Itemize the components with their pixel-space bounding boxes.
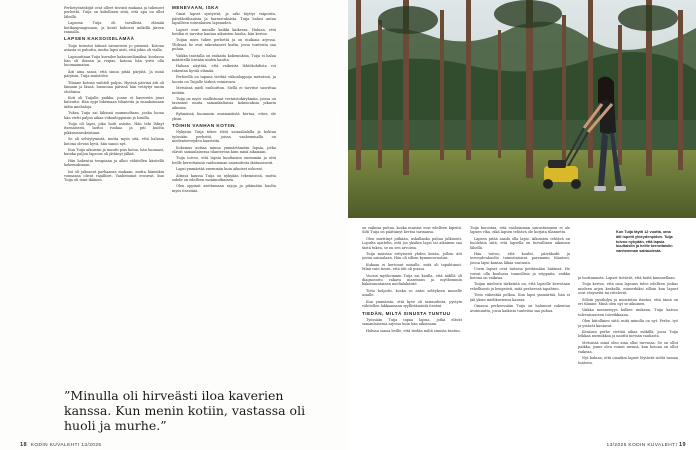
article-column-3 [362, 226, 462, 438]
pull-quote: ”Minulla oli hirveästi iloa kaverien kanssa. Kun menin kotiin, vastassa oli huoli ja murhe.” [64, 388, 306, 433]
paragraph: Haluan sanoa heille, että tiedän miltä sinusta tuntuu. [366, 328, 461, 333]
paragraph: Lapset ovat minulle kaikki kaikessa. Haluan, että heidän ei tarvitse kantaa aikuisten huolia, hän kertoo. [172, 27, 276, 37]
paragraph: Vuosia myöhemmin Tuija sai kuulla, että äidillä oli diagnosoitu vakava masennus ja myöhemmin kaksisuuntainen mielialahäiriö. [362, 273, 462, 287]
page-number: 18 [20, 442, 28, 448]
paragraph: Tuija muistaa erityisesti yhden kesän, jolloin äiti joutui sairaalaan. Hän oli silloin kymmenvuotias. [362, 252, 462, 261]
paragraph: Kukaan ei kertonut minulle, mitä oli tapahtunut. Minä vain tiesin, että äiti oli poissa. [362, 262, 462, 272]
photo-caption: Kun Tuija täytti 12 vuotta, oma äiti lopetti yhteydenpidon. Tuija toivoo nykyään, että lapsia kuultaisiin ja heille kerrottaisiin vanhemman sairaudesta. [616, 230, 673, 254]
paragraph: Olen kiitollinen siitä, mitä minulla on nyt. Perhe, työ ja ystävät kantavat. [578, 319, 678, 328]
paragraph: Omassa perheessään Tuija on halunnut rakentaa avoimuutta, jossa kaikista tunteista saa puhua. [470, 304, 570, 313]
paragraph: Tieto helpotti, koska se antoi selityksen monelle asialle. [362, 288, 462, 298]
publication-name: KODIN KUVALEHTI [628, 443, 678, 448]
paragraph: Tieto vähentää pelkoa. Kun lapsi ymmärtää, hän ei jää yksin mielikuviensa kanssa. [470, 293, 570, 302]
issue-number: 13/2025 [606, 443, 627, 448]
paragraph: Olen miettinyt pitkään, uskallanko puhua julkisesti. Lopulta ajattelin, että jos yksikin lapsi tai aikuinen saa tästä tukea, se on sen arvoista. [362, 236, 462, 250]
paragraph: Vaikka taustalla on raskaita kokemuksia, Tuija ei halua määritellä itseään niiden kautta. [172, 53, 276, 63]
paragraph: Lapsen pitää saada olla lapsi. Aikuisten tehtävä on huolehtia siitä, että lapsella on turvallinen aikuinen lähellä. [470, 236, 570, 250]
paragraph: Nykyisin Tuija tekee töitä sosiaalialalla ja kohtaa työssään perheitä, joissa vanhemmalla on mielenterveyden haasteita. [172, 130, 276, 144]
paragraph: Tilanne kotona vaihteli paljon. Hyvinä päivinä äiti oli lämmin ja läsnä, huonoina päivinä hän vetäytyi omiin oloihinsa. [64, 80, 164, 94]
paragraph: Haluan näyttää, että vaikeista lähtökohdista voi rakentaa hyvää elämää. [172, 64, 276, 73]
paragraph: Hän hakeutui terapiaan ja alkoi vähitellen käsitellä kokemuksiaan. [64, 158, 164, 168]
paragraph: Lapsuuttaan Tuija kuvailee kaksoiselämäksi: koulussa hän oli iloinen ja reipas, kotona hän yritti olla huomaamaton. [64, 54, 164, 68]
paragraph: Usein lapset ovat taitavia peittämään hätänsä. He voivat olla koulussa tunnollisia ja reippaita, vaikka kotona on vaikeaa. [470, 267, 570, 281]
section-heading: MENEVÄAN, ISKÄ [172, 6, 219, 10]
paragraph: Silloin pysähdyn ja muistutan itseäni, että tämä on eri tilanne. Minä olen nyt se aikuinen. [578, 297, 678, 307]
paragraph: Kun ymmärsin, että kyse oli sairaudesta, pystyin vähitellen lakkaamaan syyllistämästä itseäni. [362, 299, 462, 309]
paragraph: Vaikka menneisyys kulkee mukana, Tuija katsoo tulevaisuuteen toiveikkaana. [578, 308, 678, 317]
paragraph: Työssään Tuija tapaa lapsia, jotka elävät samanlaisessa arjessa kuin hän aikoinaan. [362, 317, 462, 327]
paragraph: Se oli selviytymistä, mutta myös sitä, että halusin kotona olevan hyvä, hän sanoo nyt. [64, 137, 164, 146]
page-number: 19 [678, 442, 686, 448]
forest-photo-illustration [348, 0, 696, 218]
paragraph: Tuijan mies tukee perhettä ja on mukana arjessa. Yhdessä he ovat rakentaneet kodin, jossa tunteista saa puhua. [172, 38, 276, 52]
paragraph: Lapsena Tuija eli tavallista elämää kotikaupungissaan, ja kesät kuluivat mökillä järven rannalla. [64, 21, 164, 35]
forest-photo [348, 0, 696, 218]
article-column-2 [172, 6, 276, 391]
paragraph: Omat lapset syntyivät, ja arki täyttyi vaipoista, päiväkotihauista ja harrastuksista. Tuija halusi antaa lapsilleen toisenlaisen lapsuuden. [172, 12, 276, 26]
paragraph: Perhetyöntekijät ovat olleet tiiviisti mukana ja tukeneet perhettä. Tuija on kiitollinen siitä, että apu on ollut lähellä. [64, 6, 164, 19]
paragraph: Äitinsä kanssa Tuija on nykyään tekemisissä, mutta suhde on edelleen monimutkainen. [172, 173, 276, 182]
paragraph: Lapsi ymmärtää enemmän kuin aikuiset uskovat. [176, 167, 264, 172]
paragraph: Nyt haluan, että omatkin lapset löytävät sieltä saman tunteen. [578, 356, 678, 365]
paragraph: Tuija kertoo, että oma lapsuus tulee edelleen joskus mieleen arjen keskellä, esimerkiksi silloin kun lapset ovat väsyneitä tai riitelevät. [578, 282, 678, 296]
paragraph: Olen oppinut asettamaan rajoja ja pitämään huolta myös itsestäni. [172, 184, 276, 193]
paragraph: ja luottamusta. Lapset tietävät, että heitä kuunnellaan. [578, 276, 676, 280]
paragraph: Metsässä minä olen aina ollut turvassa. Se on ollut paikka, jonne olen voinut mennä, kun kotona on ollut vaikeaa. [578, 340, 678, 354]
paragraph: Tukea Tuija sai lähinnä mummoltaan, jonka luona hän vietti paljon aikaa viikonloppuisin ja lomilla. [64, 111, 164, 120]
issue-number: 13/2025 [81, 443, 102, 448]
article-column-4 [470, 226, 570, 438]
paragraph: Perheellä on tapana viettää viikonloppuja metsässä, ja luonto on Tuijalle tärkeä voimavara. [172, 75, 276, 84]
article-column-1 [64, 6, 164, 391]
section-heading: TÖIHIN VANHAN KOTIIN [172, 122, 235, 128]
paragraph: Kesäisin perhe viettää aikaa mökillä, jossa Tuija leikkaa nurmikkoa ja nauttii metsän rauhasta. [578, 330, 678, 339]
paragraph: Tuija oli lapsi, joka hoiti asioita. Hän teki läksyt itsenäisesti, laittoi ruokaa ja piti huolta pikkusisaruksistaan. [64, 121, 164, 135]
paragraph: Tuijan mielestä tärkeintä on, että lapselle kerrotaan rehellisesti ja lempeästi, mitä perheessä tapahtuu. [470, 282, 570, 291]
paragraph: Metsässä mieli rauhoittuu. Siellä ei tarvitse suorittaa mitään. [172, 86, 276, 95]
paragraph: Koti oli Tuijalle paikka, jonne ei kavereita juuri kutsuttu. Hän oppi lukemaan tilanteita ja ennakoimaan äidin mielialoja. [64, 95, 164, 109]
section-heading: LAPSEN KAKSOISELÄMÄÄ [64, 36, 135, 42]
paragraph: Tuija korostaa, että vanhemman sairastuminen ei ole lapsen vika, eikä lapsen tehtävä ole korjata tilannetta. [470, 226, 570, 235]
paragraph: Hän toivoo, että koulut, päiväkodit ja terveydenhuolto tunnistaisivat paremmin tilanteet, joissa lapsi kantaa liikaa vastuuta. [470, 252, 570, 265]
paragraph: Äiti aina sanoi, että sinun pitää pärjätä. Ja minä pärjäsin, Tuija muistelee. [64, 69, 164, 79]
page-footer-left [20, 442, 101, 448]
paragraph: Ryhmässä huomasin ensimmäistä kertaa, etten ole yksin. [172, 112, 276, 121]
paragraph: Tuija toivoo, että lapsia kuultaisiin enemmän ja että heille kerrottaisiin vanhemman sairaudesta ikätasoisesti. [172, 156, 276, 165]
section-heading: TIEDÄN, MILTÄ SINUSTA TUNTUU [362, 310, 451, 316]
right-page [348, 0, 696, 450]
publication-name: KODIN KUVALEHTI [30, 443, 80, 448]
paragraph: on vaikeaa puhua, koska muistot ovat edelleen kipeitä. Silti Tuija on päättänyt kertoa tarinansa. [362, 226, 462, 235]
paragraph: Tuija on myös osallistunut vertaistukiryhmiin, joissa on tavannut muita samankaltaisia kokemuksia jakavia aikuisia. [172, 96, 276, 110]
article-column-5 [578, 226, 678, 438]
paragraph: Isä oli jaksanut parhaansa mukaan, mutta hänenkin voimansa olivat rajalliset. Vanhemmat erosivat, kun Tuija oli teini-ikäinen. [64, 169, 164, 183]
paragraph: Tuija tutustui äitinsä sairauteen jo pienenä. Kotona asiasta ei puhuttu, mutta lapsi aisti, että jokin oli vialla. [64, 43, 164, 53]
page-footer-right [607, 442, 688, 448]
paragraph: Kokemus auttaa minua ymmärtämään lapsia, jotka elävät samanlaisessa tilanteessa kuin minä aikanaan. [172, 145, 276, 154]
paragraph: Kun Tuija aikuistui ja muutti pois kotoa, hän huomasi, kuinka paljon lapsuus oli jättänyt jälkiä. [64, 147, 164, 157]
